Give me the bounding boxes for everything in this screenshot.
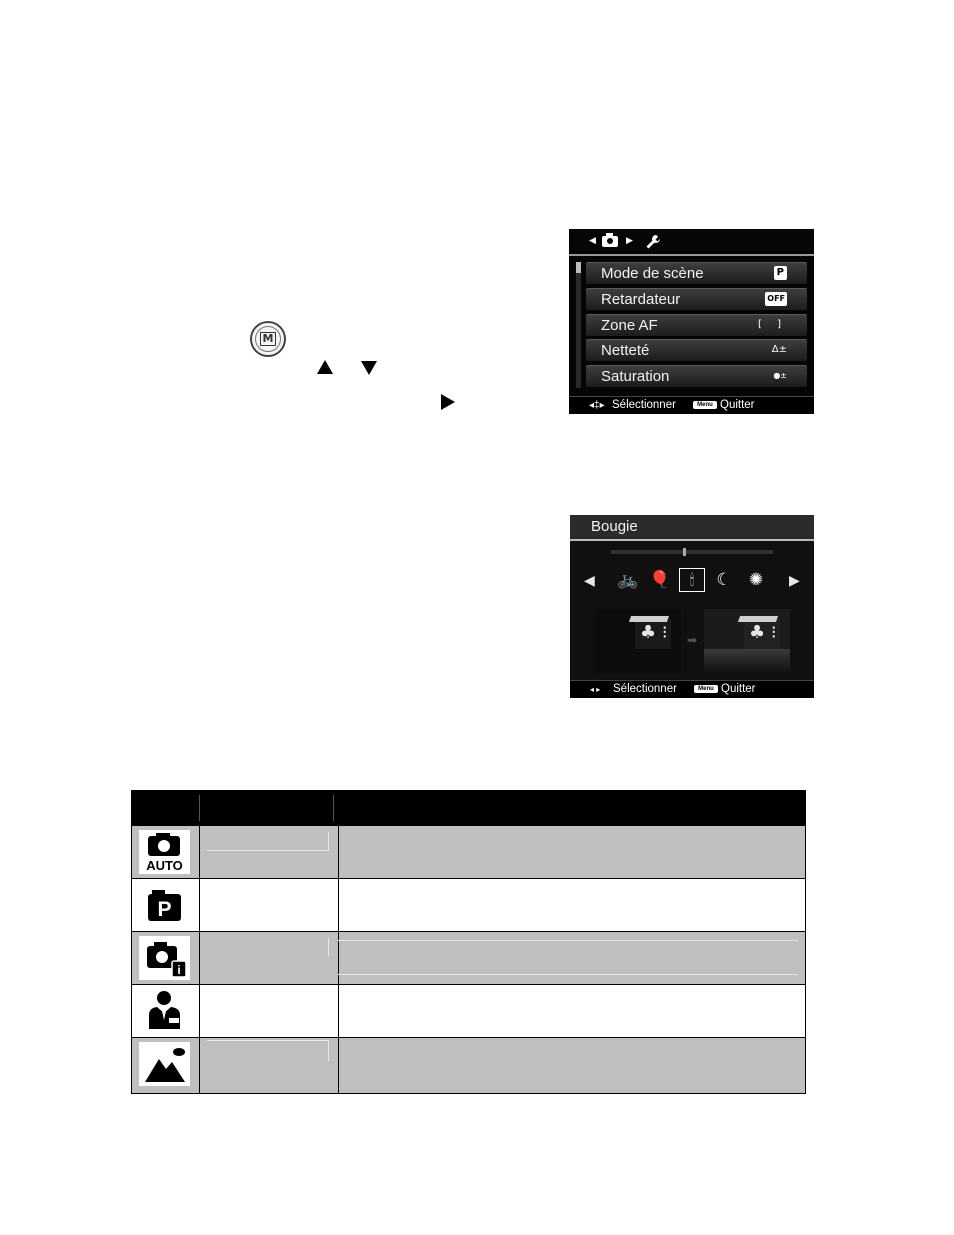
triangle-up-icon <box>317 360 333 374</box>
triangle-right-icon <box>441 394 455 410</box>
preview-after-image: ♣ ⁝ <box>704 609 790 673</box>
party-icon[interactable]: 🎈 <box>649 570 671 590</box>
select-hint: Sélectionner <box>612 399 676 411</box>
scene-position-bar <box>611 550 773 554</box>
night-portrait-icon[interactable]: ☾ <box>716 570 732 590</box>
menu-item-scene-mode[interactable] <box>586 262 807 284</box>
scene-title: Bougie <box>591 518 638 535</box>
off-icon: OFF <box>765 292 787 306</box>
menu-key-icon: Menu <box>694 685 718 693</box>
wrench-icon <box>645 234 661 250</box>
table-header <box>132 791 805 825</box>
quit-hint: Quitter <box>721 683 756 695</box>
program-mode-icon: P <box>774 266 787 280</box>
scene-footer <box>570 680 814 698</box>
menu-key-icon: Menu <box>693 401 717 409</box>
scene-title-bar <box>570 515 814 541</box>
candle-icon[interactable]: 🕯 <box>679 568 705 592</box>
camera-menu-screen <box>569 229 814 414</box>
portrait-mode-icon <box>139 989 190 1033</box>
left-right-arrows-icon: ◂ ▸ <box>590 685 601 694</box>
menu-footer <box>569 396 814 414</box>
table-row <box>132 878 805 931</box>
landscape-mode-icon <box>139 1042 190 1086</box>
table-row <box>132 1037 805 1093</box>
mode-table <box>131 790 806 1094</box>
svg-text:AUTO: AUTO <box>146 858 183 873</box>
svg-text:P: P <box>157 898 172 921</box>
scene-select-screen <box>570 515 814 698</box>
menu-item-label: Saturation <box>601 368 670 385</box>
arrow-right-icon[interactable]: ▶ <box>789 572 800 588</box>
arrow-right-icon: ▶ <box>626 236 633 246</box>
saturation-icon: ●± <box>773 371 787 380</box>
svg-text:i: i <box>177 963 181 977</box>
af-zone-icon: [ ] <box>758 319 787 330</box>
arrow-left-icon: ◀ <box>589 236 596 246</box>
cyclist-icon[interactable]: 🚲 <box>617 570 639 590</box>
menu-item-label: Netteté <box>601 342 650 359</box>
quit-hint: Quitter <box>720 399 755 411</box>
table-row <box>132 931 805 984</box>
fireworks-icon[interactable]: ✺ <box>748 570 764 590</box>
arrow-left-icon[interactable]: ◀ <box>584 572 595 588</box>
menu-item-label: Mode de scène <box>601 265 704 282</box>
auto-mode-icon <box>139 830 190 874</box>
arrow-right-icon: ➡ <box>687 633 698 647</box>
menu-item-sharpness[interactable] <box>586 339 807 361</box>
select-hint: Sélectionner <box>613 683 677 695</box>
menu-item-af-zone[interactable] <box>586 314 807 336</box>
preview-before-image: ♣ ⁝ <box>595 609 681 673</box>
menu-item-label: Zone AF <box>601 317 658 334</box>
menu-item-self-timer[interactable] <box>586 288 807 310</box>
table-row <box>132 984 805 1037</box>
menu-tab-bar <box>569 229 814 256</box>
menu-scrollbar[interactable] <box>576 262 581 388</box>
scene-info-mode-icon <box>139 936 190 980</box>
menu-item-saturation[interactable] <box>586 365 807 387</box>
sharpness-icon: Δ± <box>771 344 787 355</box>
table-row <box>132 825 805 878</box>
four-way-arrows-icon: ◂‡▸ <box>589 400 605 411</box>
camera-icon <box>602 236 618 247</box>
menu-item-label: Retardateur <box>601 291 681 308</box>
triangle-down-icon <box>361 361 377 375</box>
program-mode-icon <box>139 883 190 927</box>
m-button-icon: M <box>250 321 286 357</box>
